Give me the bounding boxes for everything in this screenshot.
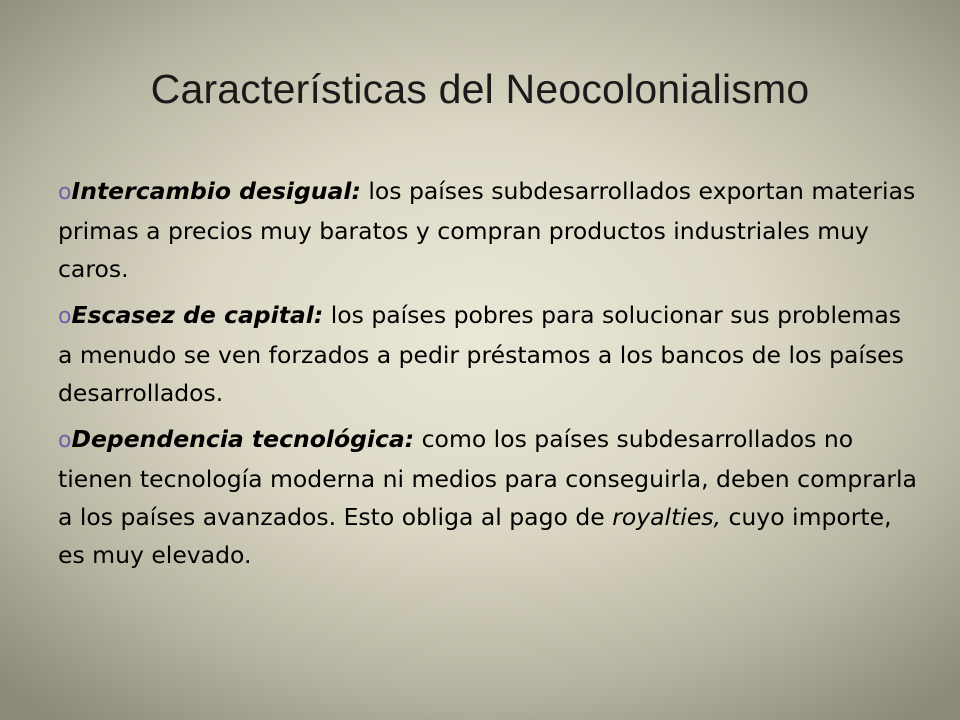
bullet-marker-icon: o [58, 180, 72, 205]
bullet-term: Escasez de capital: [71, 301, 324, 329]
bullet-marker-icon: o [58, 304, 72, 329]
bullet-text-after: cuyo importe, es muy elevado. [58, 503, 892, 569]
bullet-item-dependencia-tecnologica [58, 420, 918, 574]
bullet-text: los países pobres para solucionar sus problemas a menudo se ven forzados a pedir préstamos a los bancos de los países desarrollados. [58, 301, 904, 407]
bullet-text: los países subdesarrollados exportan materias primas a precios muy baratos y compran productos industriales muy caros. [58, 177, 916, 283]
bullet-list [58, 172, 918, 582]
bullet-item-escasez-de-capital [58, 296, 918, 412]
bullet-term: Intercambio desigual: [71, 177, 361, 205]
bullet-marker-icon: o [58, 428, 72, 453]
bullet-term: Dependencia tecnológica: [71, 425, 415, 453]
bullet-text: como los países subdesarrollados no tienen tecnología moderna ni medios para conseguirla, deben comprarla a los países avanzados. Esto obliga al pago de [58, 425, 917, 531]
bullet-item-intercambio-desigual [58, 172, 918, 288]
bullet-emphasis: royalties, [612, 503, 721, 531]
slide-title: Características del Neocolonialismo [150, 66, 810, 112]
